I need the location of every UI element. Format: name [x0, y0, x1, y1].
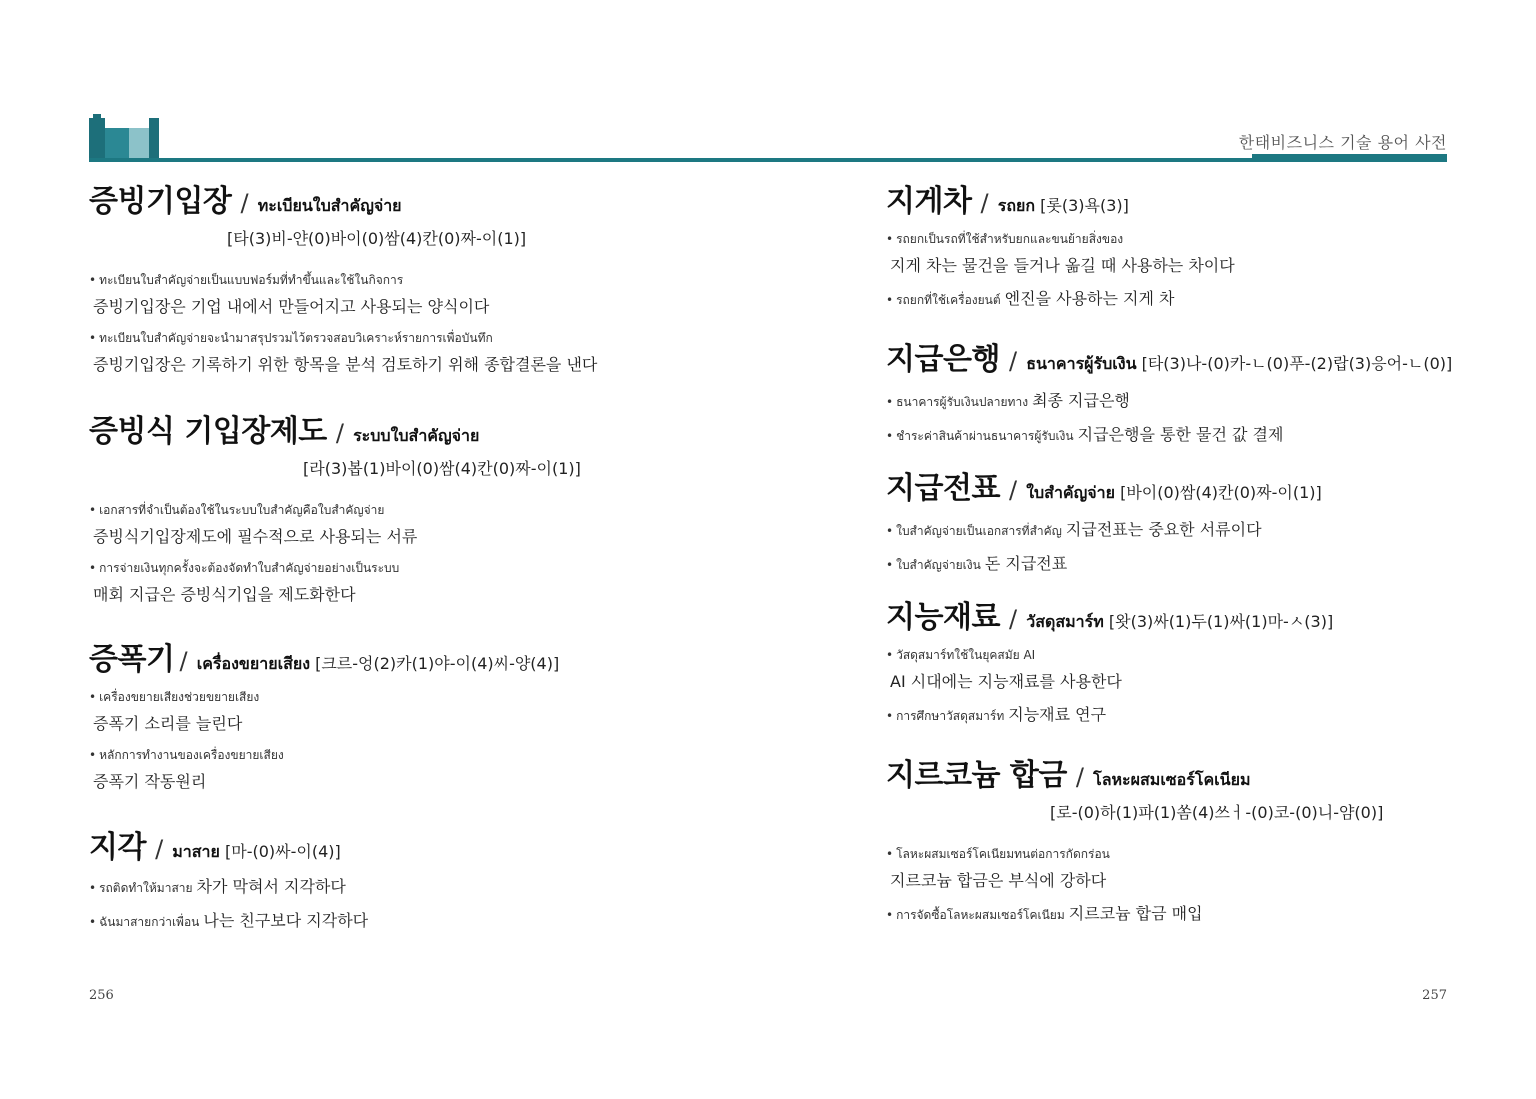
example-thai: ชำระค่าสินค้าผ่านธนาคารผู้รับเงิน [896, 429, 1074, 443]
entry-pronunciation: [마-(0)싸-이(4)] [225, 842, 341, 861]
example-thai: ฉันมาสายกว่าเพื่อน [99, 915, 200, 929]
dictionary-entry [89, 822, 739, 932]
entry-pronunciation: [롯(3)욕(3)] [1040, 196, 1129, 215]
example-korean: 증빙기입장은 기록하기 위한 항목을 분석 검토하기 위해 종합결론을 낸다 [93, 355, 598, 374]
book-title: 한태비즈니스 기술 용어 사전 [1238, 133, 1447, 152]
entry-pronunciation: [왓(3)싸(1)두(1)싸(1)마-ㅅ(3)] [1108, 612, 1334, 631]
entry-pronunciation: [크르-엉(2)카(1)야-이(4)씨-양(4)] [315, 654, 560, 673]
entry-thai: ธนาคารผู้รับเงิน [1026, 354, 1137, 373]
example-korean: 지급은행을 통한 물건 값 결제 [1077, 425, 1284, 444]
slash-separator: / [179, 647, 188, 675]
example-thai: • โลหะผสมเซอร์โคเนียมทนต่อการกัดกร่อน [886, 847, 1110, 861]
example-line: • ใบสำคัญจ่ายเงิน 돈 지급전표 [886, 554, 1068, 573]
entry-term: 지르코늄 합금 [886, 758, 1067, 793]
logo-bar [129, 128, 149, 162]
entry-thai: วัสดุสมาร์ท [1026, 612, 1104, 631]
example-korean: 지급전표는 중요한 서류이다 [1065, 520, 1262, 539]
page-number-left: 256 [89, 988, 114, 1003]
logo-bar [93, 114, 101, 162]
example-korean: 차가 막혀서 지각하다 [196, 877, 346, 896]
page-number-right: 257 [1422, 988, 1447, 1003]
example-thai: ธนาคารผู้รับเงินปลายทาง [896, 395, 1029, 409]
slash-separator: / [335, 419, 344, 447]
example-line: • ชำระค่าสินค้าผ่านธนาคารผู้รับเงิน 지급은행을 통한 물건 값 결제 [886, 425, 1284, 444]
slash-separator: / [1009, 347, 1018, 375]
example-thai: • รถยกเป็นรถที่ใช้สำหรับยกและขนย้ายสิ่งของ [886, 232, 1124, 246]
example-thai: การจัดซื้อโลหะผสมเซอร์โคเนียม [896, 908, 1065, 922]
example-thai: • ทะเบียนใบสำคัญจ่ายเป็นแบบฟอร์มที่ทำขึ้นและใช้ในกิจการ [89, 273, 404, 287]
header-logo-bars [89, 118, 159, 162]
example-line: • การจัดซื้อโลหะผสมเซอร์โคเนียม 지르코늄 합금 매입 [886, 904, 1203, 923]
dictionary-entry [886, 176, 1486, 310]
entry-thai: ระบบใบสำคัญจ่าย [353, 426, 480, 445]
example-korean: 지능재료 연구 [1008, 705, 1107, 724]
entry-term: 증빙기입장 [89, 184, 232, 219]
example-korean: 엔진을 사용하는 지게 차 [1004, 289, 1175, 308]
example-korean: 매회 지급은 증빙식기입을 제도화한다 [93, 585, 356, 604]
dictionary-entry [89, 176, 739, 375]
entry-term: 지급은행 [886, 342, 1000, 377]
dictionary-entry [886, 592, 1486, 726]
example-korean: 나는 친구보다 지각하다 [203, 911, 369, 930]
example-thai: • ทะเบียนใบสำคัญจ่ายจะนำมาสรุปรวมไว้ตรวจสอบวิเคราะห์รายการเพื่อบันทึก [89, 331, 493, 345]
example-thai: รถยกที่ใช้เครื่องยนต์ [896, 293, 1001, 307]
example-line: • รถยกที่ใช้เครื่องยนต์ 엔진을 사용하는 지게 차 [886, 289, 1175, 308]
example-thai: • เครื่องขยายเสียงช่วยขยายเสียง [89, 690, 260, 704]
entry-term: 지게차 [886, 184, 972, 219]
dictionary-entry [886, 463, 1486, 575]
entry-pronunciation: [타(3)비-얀(0)바이(0)쌈(4)칸(0)짜-이(1)] [227, 229, 527, 248]
example-line: • ใบสำคัญจ่ายเป็นเอกสารที่สำคัญ 지급전표는 중요한 서류이다 [886, 520, 1262, 539]
slash-separator: / [240, 189, 249, 217]
slash-separator: / [1009, 476, 1018, 504]
dictionary-entry [886, 334, 1486, 446]
header-rule-accent [1252, 154, 1447, 162]
dictionary-entry [89, 406, 739, 605]
entry-pronunciation: [로-(0)하(1)파(1)쏨(4)쓰ㅓ-(0)코-(0)니-얌(0)] [1050, 803, 1384, 822]
example-thai: • วัสดุสมาร์ทใช้ในยุคสมัย AI [886, 648, 1036, 662]
slash-separator: / [980, 189, 989, 217]
example-line: • รถติดทำให้มาสาย 차가 막혀서 지각하다 [89, 877, 346, 896]
entry-thai: รถยก [997, 196, 1036, 215]
example-korean: 증빙기입장은 기업 내에서 만들어지고 사용되는 양식이다 [93, 297, 490, 316]
header-rule [89, 158, 1447, 162]
entry-thai: ใบสำคัญจ่าย [1026, 483, 1115, 502]
dictionary-entry [89, 634, 739, 792]
slash-separator: / [155, 835, 164, 863]
example-korean: 지게 차는 물건을 들거나 옮길 때 사용하는 차이다 [890, 256, 1235, 275]
entry-term: 증폭기 [89, 642, 175, 677]
example-line: • ธนาคารผู้รับเงินปลายทาง 최종 지급은행 [886, 391, 1130, 410]
example-thai: • หลักการทำงานของเครื่องขยายเสียง [89, 748, 284, 762]
entry-pronunciation: [타(3)나-(0)카-ㄴ(0)푸-(2)랍(3)응어-ㄴ(0)] [1141, 354, 1453, 373]
example-korean: 지르코늄 합금은 부식에 강하다 [890, 871, 1107, 890]
entry-thai: เครื่องขยายเสียง [196, 654, 311, 673]
example-line: • การศึกษาวัสดุสมาร์ท 지능재료 연구 [886, 705, 1107, 724]
entry-thai: ทะเบียนใบสำคัญจ่าย [257, 196, 402, 215]
example-thai: รถติดทำให้มาสาย [99, 881, 193, 895]
entry-pronunciation: [라(3)봅(1)바이(0)쌈(4)칸(0)짜-이(1)] [303, 459, 581, 478]
example-korean: 증폭기 소리를 늘린다 [93, 714, 243, 733]
logo-bar [149, 118, 159, 162]
example-thai: ใบสำคัญจ่ายเป็นเอกสารที่สำคัญ [896, 524, 1062, 538]
dictionary-entry [886, 750, 1486, 925]
example-korean: AI 시대에는 지능재료를 사용한다 [890, 672, 1122, 691]
slash-separator: / [1075, 763, 1085, 791]
slash-separator: / [1009, 605, 1018, 633]
entry-term: 지능재료 [886, 600, 1000, 635]
example-korean: 돈 지급전표 [984, 554, 1068, 573]
example-thai: • เอกสารที่จำเป็นต้องใช้ในระบบใบสำคัญคือใบสำคัญจ่าย [89, 503, 385, 517]
entry-term: 지각 [89, 830, 146, 865]
entry-term: 증빙식 기입장제도 [89, 414, 327, 449]
entry-term: 지급전표 [886, 471, 1000, 506]
example-thai: ใบสำคัญจ่ายเงิน [896, 558, 981, 572]
example-korean: 증빙식기입장제도에 필수적으로 사용되는 서류 [93, 527, 418, 546]
example-thai: • การจ่ายเงินทุกครั้งจะต้องจัดทำใบสำคัญจ่ายอย่างเป็นระบบ [89, 561, 400, 575]
example-korean: 지르코늄 합금 매입 [1068, 904, 1203, 923]
entry-pronunciation: [바이(0)쌈(4)칸(0)짜-이(1)] [1120, 483, 1322, 502]
logo-bar [105, 128, 129, 162]
example-line: • ฉันมาสายกว่าเพื่อน 나는 친구보다 지각하다 [89, 911, 369, 930]
example-korean: 최종 지급은행 [1032, 391, 1130, 410]
example-thai: การศึกษาวัสดุสมาร์ท [896, 709, 1005, 723]
entry-thai: มาสาย [172, 842, 220, 861]
example-korean: 증폭기 작동원리 [93, 772, 207, 791]
entry-thai: โลหะผสมเซอร์โคเนียม [1093, 770, 1251, 789]
